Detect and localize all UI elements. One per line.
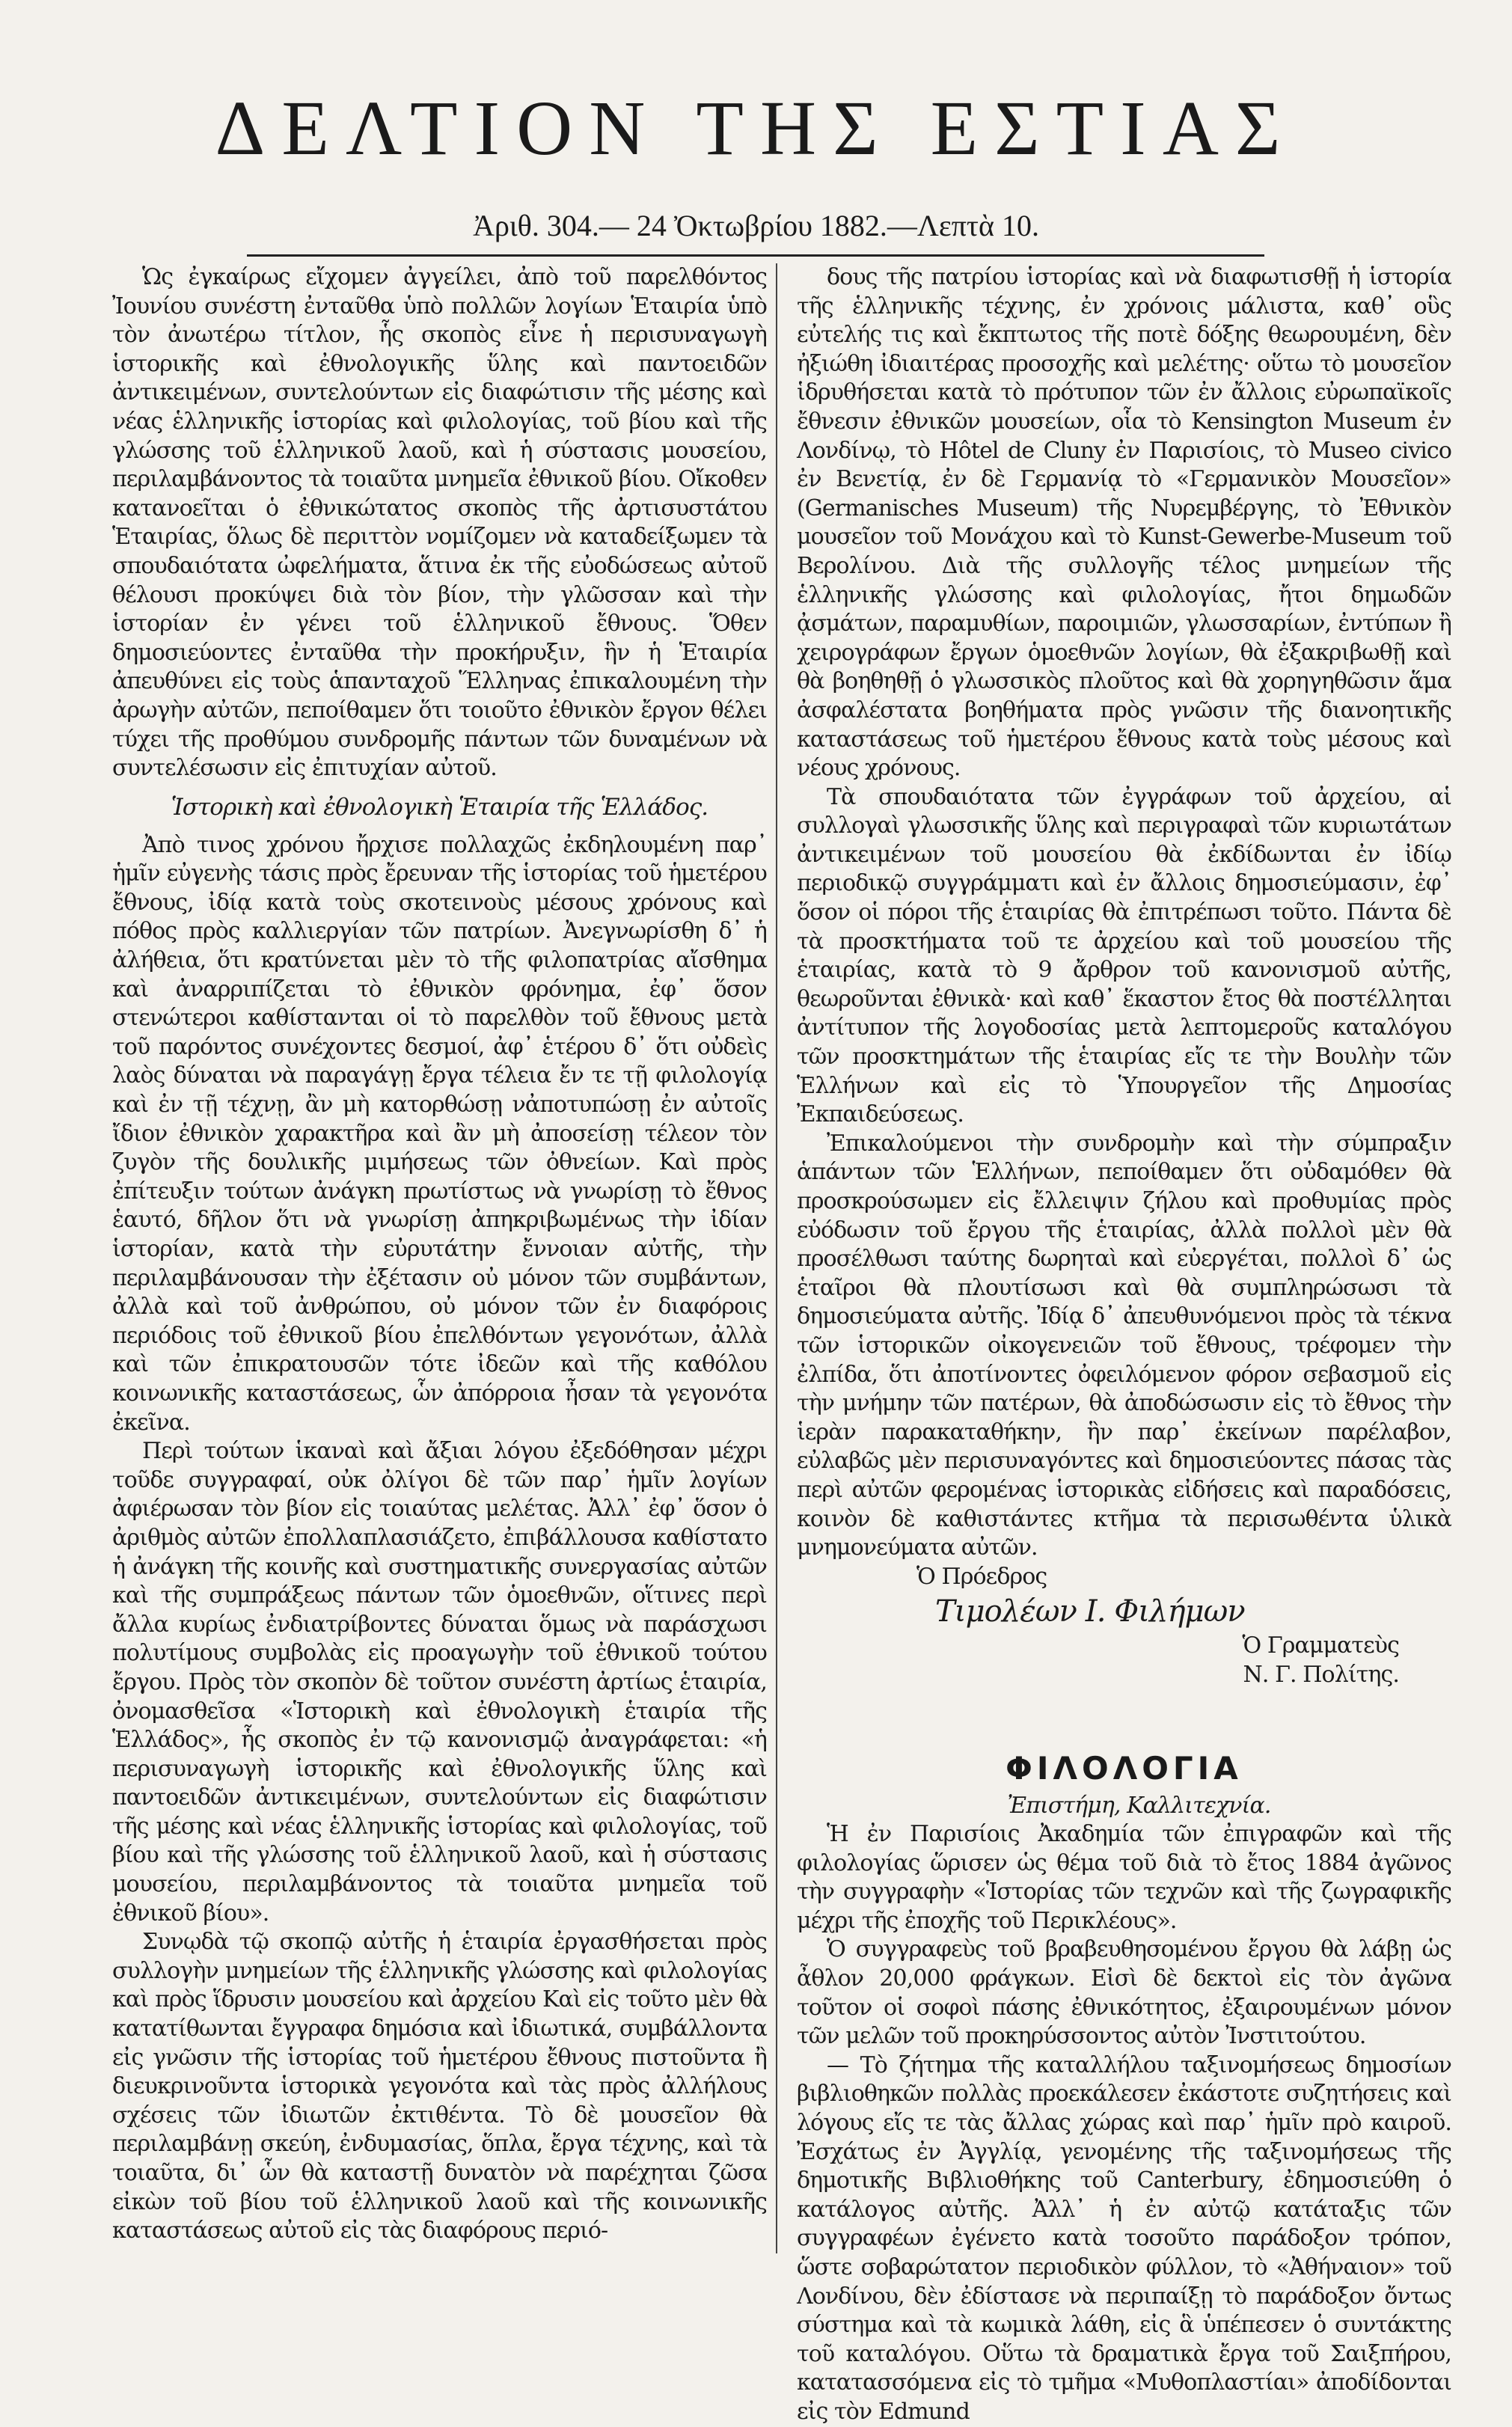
- president-label: Ὁ Πρόεδρος: [916, 1563, 1047, 1590]
- prize-paragraph: Ὁ συγγραφεὺς τοῦ βραβευθησομένου ἔργου θὰ λάβῃ ὡς ἆθλον 20,000 φράγκων. Εἰσὶ δὲ δεκτοὶ εἰς τὸν ἀγῶνα τοῦτον οἱ σοφοὶ πάσης ἐθνικότητος, ἐξαιρουμένων μόνον τῶν μελῶν τοῦ προκηρύσσοντος αὐτὸν Ἰνστιτούτου.: [797, 1936, 1451, 2050]
- secretary-name: Ν. Γ. Πολίτης.: [1243, 1661, 1399, 1688]
- proclamation-paragraph-1: Ἀπὸ τινος χρόνου ἤρχισε πολλαχῶς ἐκδηλουμένη παρ᾽ ἡμῖν εὐγενὴς τάσις πρὸς ἔρευναν τῆς ἱστορίας τοῦ ἡμετέρου ἔθνους, ἰδίᾳ κατὰ τοὺς σκοτεινοὺς μέσους χρόνους καὶ πόθος πρὸς καλλιεργίαν τῶν πατρίων. Ἀνεγνωρίσθη δ᾽ ἡ ἀλήθεια, ὅτι κρατύνεται μὲν τὸ τῆς φιλοπατρίας αἴσθημα καὶ ἀναρριπίζεται τὸ ἐθνικὸν φρόνημα, ἐφ᾽ ὅσον στενώτεροι καθίστανται οἱ τὸ παρελθὸν τοῦ ἔθνους μετὰ τοῦ παρόντος συνέχοντες δεσμοί, ἀφ᾽ ἑτέρου δ᾽ ὅτι οὐδεὶς λαὸς δύναται νὰ παραγάγῃ ἔργα τέλεια ἔν τε τῇ φιλολογίᾳ καὶ ἐν τῇ τέχνῃ, ἂν μὴ κατορθώσῃ νἀποτυπώσῃ ἐν αὐτοῖς ἴδιον ἐθνικὸν χαρακτῆρα καὶ ἂν μὴ ἀποσείσῃ τέλεον τὸν ζυγὸν τῆς δουλικῆς μιμήσεως τῶν ὀθνείων. Καὶ πρὸς ἐπίτευξιν τούτων ἀνάγκη πρωτίστως νὰ γνωρίσῃ τὸ ἔθνος ἑαυτό, δῆλον ὅτι νὰ γνωρίσῃ ἀπηκριβωμένως τὴν ἰδίαν ἱστορίαν, κατὰ τὴν εὐρυτάτην ἔννοιαν αὐτῆς, τὴν περιλαμβάνουσαν τὴν ἐξέτασιν οὐ μόνον τῶν συμβάντων, ἀλλὰ καὶ τοῦ ἀνθρώπου, οὐ μόνον τῶν ἐν διαφόροις περιόδοις τοῦ ἐθνικοῦ βίου ἐπελθόντων γεγονότων, ἀλλὰ καὶ τῶν ἐπικρατουσῶν τότε ἰδεῶν καὶ τῆς καθόλου κοινωνικῆς καταστάσεως, ὧν ἀπόρροια ἦσαν τὰ γεγονότα ἐκεῖνα.: [112, 831, 767, 1436]
- header-rule: [247, 254, 1264, 257]
- section-title-philology: ΦΙΛΟΛΟΓΙΑ: [1006, 1749, 1243, 1787]
- masthead-title: ΔΕΛΤΙΟΝ ΤΗΣ ΕΣΤΙΑΣ: [215, 85, 1297, 171]
- proclamation-paragraph-6: Ἐπικαλούμενοι τὴν συνδρομὴν καὶ τὴν σύμπραξιν ἁπάντων τῶν Ἑλλήνων, πεποίθαμεν ὅτι οὐδαμόθεν θὰ προσκρούσωμεν εἰς ἔλλειψιν ζήλου καὶ προθυμίας πρὸς εὐόδωσιν τοῦ ἔργου τῆς ἑταιρίας, ἀλλὰ πολλοὶ μὲν θὰ προσέλθωσι ταύτης δωρηταὶ καὶ εὐεργέται, πολλοὶ δ᾽ ὡς ἑταῖροι θὰ πλουτίσωσι καὶ θὰ συμπληρώσωσι τὰ δημοσιεύματα αὐτῆς. Ἰδίᾳ δ᾽ ἀπευθυνόμενοι πρὸς τὰ τέκνα τῶν ἱστορικῶν οἰκογενειῶν τοῦ ἔθνους, τρέφομεν τὴν ἐλπίδα, ὅτι ἀποτίνοντες ὀφειλόμενον φόρον σεβασμοῦ εἰς τὴν μνήμην τῶν πατέρων, θὰ ἀποδώσωσιν εἰς τὸ ἔθνος τὴν ἱερὰν παρακαταθήκην, ἣν παρ᾽ ἐκείνων παρέλαβον, εὐλαβῶς μὲν περισυναγόντες καὶ δημοσιεύοντες πάσας τὰς περὶ αὐτῶν φερομένας ἱστορικὰς εἰδήσεις καὶ παραδόσεις, κοινὸν δὲ καθιστάντες κτῆμα τὰ περισωθέντα ὑλικὰ μνημονεύματα αὐτῶν.: [797, 1130, 1451, 1561]
- intro-paragraph: Ὡς ἐγκαίρως εἴχομεν ἀγγείλει, ἀπὸ τοῦ παρελθόντος Ἰουνίου συνέστη ἐνταῦθα ὑπὸ πολλῶν λογίων Ἑταιρία ὑπὸ τὸν ἀνωτέρω τίτλον, ἧς σκοπὸς εἶνε ἡ περισυναγωγὴ ἱστορικῆς καὶ ἐθνολογικῆς ὕλης καὶ παντοειδῶν ἀντικειμένων, συντελούντων εἰς διαφώτισιν τῆς μέσης καὶ νέας ἑλληνικῆς ἱστορίας καὶ φιλολογίας, τοῦ βίου καὶ τῆς γλώσσης τοῦ ἑλληνικοῦ λαοῦ, καὶ ἡ σύστασις μουσείου, περιλαμβάνοντος τὰ τοιαῦτα μνημεῖα ἐθνικοῦ βίου. Οἴκοθεν κατανοεῖται ὁ ἐθνικώτατος σκοπὸς τῆς ἀρτισυστάτου Ἑταιρίας, ὅλως δὲ περιττὸν νομίζομεν νὰ καταδείξωμεν τὰ σπουδαιότατα ὠφελήματα, ἅτινα ἐκ τῆς εὐοδώσεως αὐτοῦ θέλουσι προκύψει διὰ τὸν βίον, τὴν γλῶσσαν καὶ τὴν ἱστορίαν ἐν γένει τοῦ ἑλληνικοῦ ἔθνους. Ὅθεν δημοσιεύοντες ἐνταῦθα τὴν προκήρυξιν, ἣν ἡ Ἑταιρία ἀπευθύνει εἰς τοὺς ἁπανταχοῦ Ἕλληνας ἐπικαλουμένη τὴν ἀρωγὴν αὐτῶν, πεποίθαμεν ὅτι τοιοῦτο ἐθνικὸν ἔργον θέλει τύχει τῆς προθύμου συνδρομῆς πάντων τῶν δυναμένων νὰ συντελέσωσιν εἰς ἐπιτυχίαν αὐτοῦ.: [112, 264, 767, 782]
- left-column: [112, 263, 767, 2246]
- proclamation-paragraph-3: Συνῳδὰ τῷ σκοπῷ αὐτῆς ἡ ἑταιρία ἐργασθήσεται πρὸς συλλογὴν μνημείων τῆς ἑλληνικῆς γλώσσης καὶ φιλολογίας καὶ πρὸς ἵδρυσιν μουσείου καὶ ἀρχείου Καὶ εἰς τοῦτο μὲν θὰ κατατίθωνται ἔγγραφα δημόσια καὶ ἰδιωτικά, συμβάλλοντα εἰς γνῶσιν τῆς ἱστορίας τοῦ ἡμετέρου ἔθνους πιστοῦντα ἢ διευκρινοῦντα ἱστορικὰ γεγονότα καὶ τὰς πρὸς ἀλλήλους σχέσεις τῶν ἰδιωτῶν ἐκτιθέντα. Τὸ δὲ μουσεῖον θὰ περιλαμβάνῃ σκεύη, ἐνδυμασίας, ὅπλα, ἔργα τέχνης, καὶ τὰ τοιαῦτα, δι᾽ ὧν θὰ καταστῇ δυνατὸν νὰ παρέχηται ζῶσα εἰκὼν τοῦ βίου τοῦ ἑλληνικοῦ λαοῦ καὶ τῆς κοινωνικῆς καταστάσεως αὐτοῦ εἰς τὰς διαφόρους περιό-: [112, 1929, 767, 2244]
- secretary-label: Ὁ Γραμματεὺς: [1242, 1632, 1399, 1659]
- proclamation-paragraph-2: Περὶ τούτων ἱκαναὶ καὶ ἄξιαι λόγου ἐξεδόθησαν μέχρι τοῦδε συγγραφαί, οὐκ ὀλίγοι δὲ τῶν παρ᾽ ἡμῖν λογίων ἀφιέρωσαν τὸν βίον εἰς τοιαύτας μελέτας. Ἀλλ᾽ ἐφ᾽ ὅσον ὁ ἀριθμὸς αὐτῶν ἐπολλαπλασιάζετο, ἐπιβάλλουσα καθίστατο ἡ ἀνάγκη τῆς κοινῆς καὶ συστηματικῆς συνεργασίας αὐτῶν καὶ τῆς συμπράξεως πάντων τῶν ὁμοεθνῶν, οἵτινες περὶ ἄλλα κυρίως ἐνδιατρίβοντες δύναται ὅμως νὰ παράσχωσι πολυτίμους συμβολὰς εἰς προαγωγὴν τοῦ ἐθνικοῦ τούτου ἔργου. Πρὸς τὸν σκοπὸν δὲ τοῦτον συνέστη ἀρτίως ἑταιρία, ὀνομασθεῖσα «Ἱστορικὴ καὶ ἐθνολογικὴ ἑταιρία τῆς Ἑλλάδος», ἧς σκοπὸς ἐν τῷ κανονισμῷ ἀναγράφεται: «ἡ περισυναγωγὴ ἱστορικῆς καὶ ἐθνολογικῆς ὕλης καὶ παντοειδῶν ἀντικειμένων, συντελούντων εἰς διαφώτισιν τῆς μέσης καὶ νέας ἑλληνικῆς ἱστορίας καὶ φιλολογίας, τοῦ βίου καὶ τῆς γλώσσης τοῦ ἑλληνικοῦ λαοῦ, καὶ ἡ σύστασις μουσείου, περιλαμβάνοντος τὰ τοιαῦτα μνημεῖα τοῦ ἐθνικοῦ βίου».: [112, 1438, 767, 1926]
- academy-paragraph: Ἡ ἐν Παρισίοις Ἀκαδημία τῶν ἐπιγραφῶν καὶ τῆς φιλολογίας ὥρισεν ὡς θέμα τοῦ διὰ τὸ ἔτος 1884 ἀγῶνος τὴν συγγραφὴν «Ἱστορίας τῶν τεχνῶν καὶ τῆς ζωγραφικῆς μέχρι τῆς ἐποχῆς τοῦ Περικλέους».: [797, 1821, 1451, 1934]
- issue-line: Ἀριθ. 304.— 24 Ὀκτωβρίου 1882.—Λεπτὰ 10.: [473, 209, 1039, 242]
- proclamation-paragraph-4: δους τῆς πατρίου ἱστορίας καὶ νὰ διαφωτισθῇ ἡ ἱστορία τῆς ἑλληνικῆς τέχνης, ἐν χρόνοις μάλιστα, καθ᾽ οὓς εὐτελής τις καὶ ἔκπτωτος τῆς ποτὲ δόξης θεωρουμένη, δὲν ἠξιώθη ἰδιαιτέρας προσοχῆς καὶ μελέτης· οὕτω τὸ μουσεῖον ἱδρυθήσεται κατὰ τὸ πρότυπον τῶν ἐν ἄλλοις εὐρωπαϊκοῖς ἔθνεσιν ἐθνικῶν μουσείων, οἷα τὸ Kensington Museum ἐν Λονδίνῳ, τὸ Hôtel de Cluny ἐν Παρισίοις, τὸ Museo civico ἐν Βενετίᾳ, ἐν δὲ Γερμανίᾳ τὸ «Γερμανικὸν Μουσεῖον» (Germanisches Museum) τῆς Νυρεμβέργης, τὸ Ἐθνικὸν μουσεῖον τοῦ Μονάχου καὶ τὸ Kunst-Gewerbe-Museum τοῦ Βερολίνου. Διὰ τῆς συλλογῆς τέλος μνημείων τῆς ἑλληνικῆς γλώσσης καὶ φιλολογίας, ἤτοι δημωδῶν ᾀσμάτων, παραμυθίων, παροιμιῶν, γλωσσαρίων, ἐντύπων ἢ χειρογράφων ἔργων ὁμοεθνῶν λογίων, θὰ ἐξακριβωθῇ καὶ θὰ βοηθηθῇ ὁ γλωσσικὸς πλοῦτος καὶ θὰ χορηγηθῶσιν ἅμα ἀσφαλέστατα βοηθήματα πρὸς γνῶσιν τῆς διανοητικῆς καταστάσεως τοῦ ἡμετέρου ἔθνους κατὰ τοὺς μέσους καὶ νέους χρόνους.: [797, 264, 1451, 782]
- column-divider: [776, 263, 777, 2253]
- section-subtitle: Ἐπιστήμη, Καλλιτεχνία.: [1007, 1792, 1271, 1819]
- right-column: [797, 263, 1451, 2427]
- president-name: Τιμολέων Ι. Φιλήμων: [935, 1594, 1245, 1629]
- library-paragraph: — Τὸ ζήτημα τῆς καταλλήλου ταξινομήσεως δημοσίων βιβλιοθηκῶν πολλὰς προεκάλεσεν ἐκάστοτε συζητήσεις καὶ λόγους εἴς τε τὰς ἄλλας χώρας καὶ παρ᾽ ἡμῖν πρὸ καιροῦ. Ἐσχάτως ἐν Ἀγγλίᾳ, γενομένης τῆς ταξινομήσεως τῆς δημοτικῆς Βιβλιοθήκης τοῦ Canterbury, ἐδημοσιεύθη ὁ κατάλογος αὐτῆς. Ἀλλ᾽ ἡ ἐν αὐτῷ κατάταξις τῶν συγγραφέων ἐγένετο κατὰ τοσοῦτο παράδοξον τρόπον, ὥστε σοβαρώτατον περιοδικὸν φύλλον, τὸ «Ἀθήναιον» τοῦ Λονδίνου, δὲν ἐδίστασε νὰ περιπαίξῃ τὸ παράδοξον ὄντως σύστημα καὶ τὰ κωμικὰ λάθη, εἰς ἃ ὑπέπεσεν ὁ συντάκτης τοῦ καταλόγου. Οὕτω τὰ δραματικὰ ἔργα τοῦ Σαιξπήρου, κατατασσόμενα εἰς τὸ τμῆμα «Μυθοπλαστίαι» ἀποδίδονται εἰς τὸν Edmund: [797, 2051, 1451, 2425]
- proclamation-paragraph-5: Τὰ σπουδαιότατα τῶν ἐγγράφων τοῦ ἀρχείου, αἱ συλλογαὶ γλωσσικῆς ὕλης καὶ περιγραφαὶ τῶν κυριωτάτων ἀντικειμένων τοῦ μουσείου θὰ ἐκδίδωνται ἐν ἰδίῳ περιοδικῷ συγγράμματι καὶ ἐν ἄλλοις δημοσιεύμασιν, ἐφ᾽ ὅσον οἱ πόροι τῆς ἑταιρίας θὰ ἐπιτρέπωσι τοῦτο. Πάντα δὲ τὰ προσκτήματα τοῦ τε ἀρχείου καὶ τοῦ μουσείου τῆς ἑταιρίας, κατὰ τὸ 9 ἄρθρον τοῦ κανονισμοῦ αὐτῆς, θεωροῦνται ἐθνικὰ· καὶ καθ᾽ ἕκαστον ἔτος θὰ ποστέλληται ἀντίτυπον τῆς λογοδοσίας μετὰ λεπτομεροῦς καταλόγου τῶν προσκτημάτων τῆς ἑταιρίας εἴς τε τὴν Βουλὴν τῶν Ἑλλήνων καὶ εἰς τὸ Ὑπουργεῖον τῆς Δημοσίας Ἐκπαιδεύσεως.: [797, 783, 1451, 1128]
- society-heading: Ἱστορικὴ καὶ ἐθνολογικὴ Ἑταιρία τῆς Ἑλλάδος.: [171, 793, 708, 821]
